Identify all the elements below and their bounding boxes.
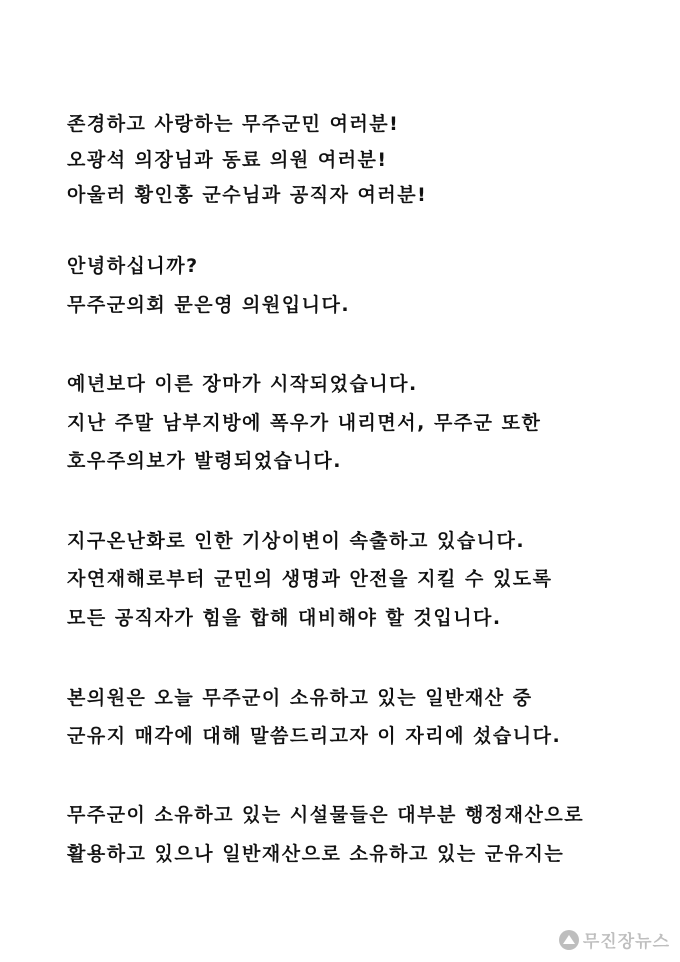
text-line: 군유지 매각에 대해 말씀드리고자 이 자리에 섰습니다. bbox=[67, 725, 562, 747]
mountain-logo-icon bbox=[559, 930, 579, 950]
text-line: 안녕하십니까? bbox=[67, 255, 199, 277]
watermark-text: 무진장뉴스 bbox=[582, 932, 670, 952]
text-line: 무주군의회 문은영 의원입니다. bbox=[67, 294, 351, 316]
text-line: 호우주의보가 발령되었습니다. bbox=[67, 450, 342, 472]
text-line: 자연재해로부터 군민의 생명과 안전을 지킬 수 있도록 bbox=[67, 568, 553, 590]
text-line: 아울러 황인홍 군수님과 공직자 여러분! bbox=[67, 184, 428, 206]
text-line: 지구온난화로 인한 기상이변이 속출하고 있습니다. bbox=[67, 530, 526, 552]
text-line: 존경하고 사랑하는 무주군민 여러분! bbox=[67, 113, 400, 135]
text-line: 예년보다 이른 장마가 시작되었습니다. bbox=[67, 373, 418, 395]
text-line: 지난 주말 남부지방에 폭우가 내리면서, 무주군 또한 bbox=[67, 412, 542, 434]
text-line: 오광석 의장님과 동료 의원 여러분! bbox=[67, 149, 388, 171]
text-line: 무주군이 소유하고 있는 시설물들은 대부분 행정재산으로 bbox=[67, 804, 585, 826]
text-line: 활용하고 있으나 일반재산으로 소유하고 있는 군유지는 bbox=[67, 843, 565, 865]
watermark bbox=[559, 927, 670, 952]
text-line: 본의원은 오늘 무주군이 소유하고 있는 일반재산 중 bbox=[67, 687, 533, 709]
text-line: 모든 공직자가 힘을 합해 대비해야 할 것입니다. bbox=[67, 607, 502, 629]
